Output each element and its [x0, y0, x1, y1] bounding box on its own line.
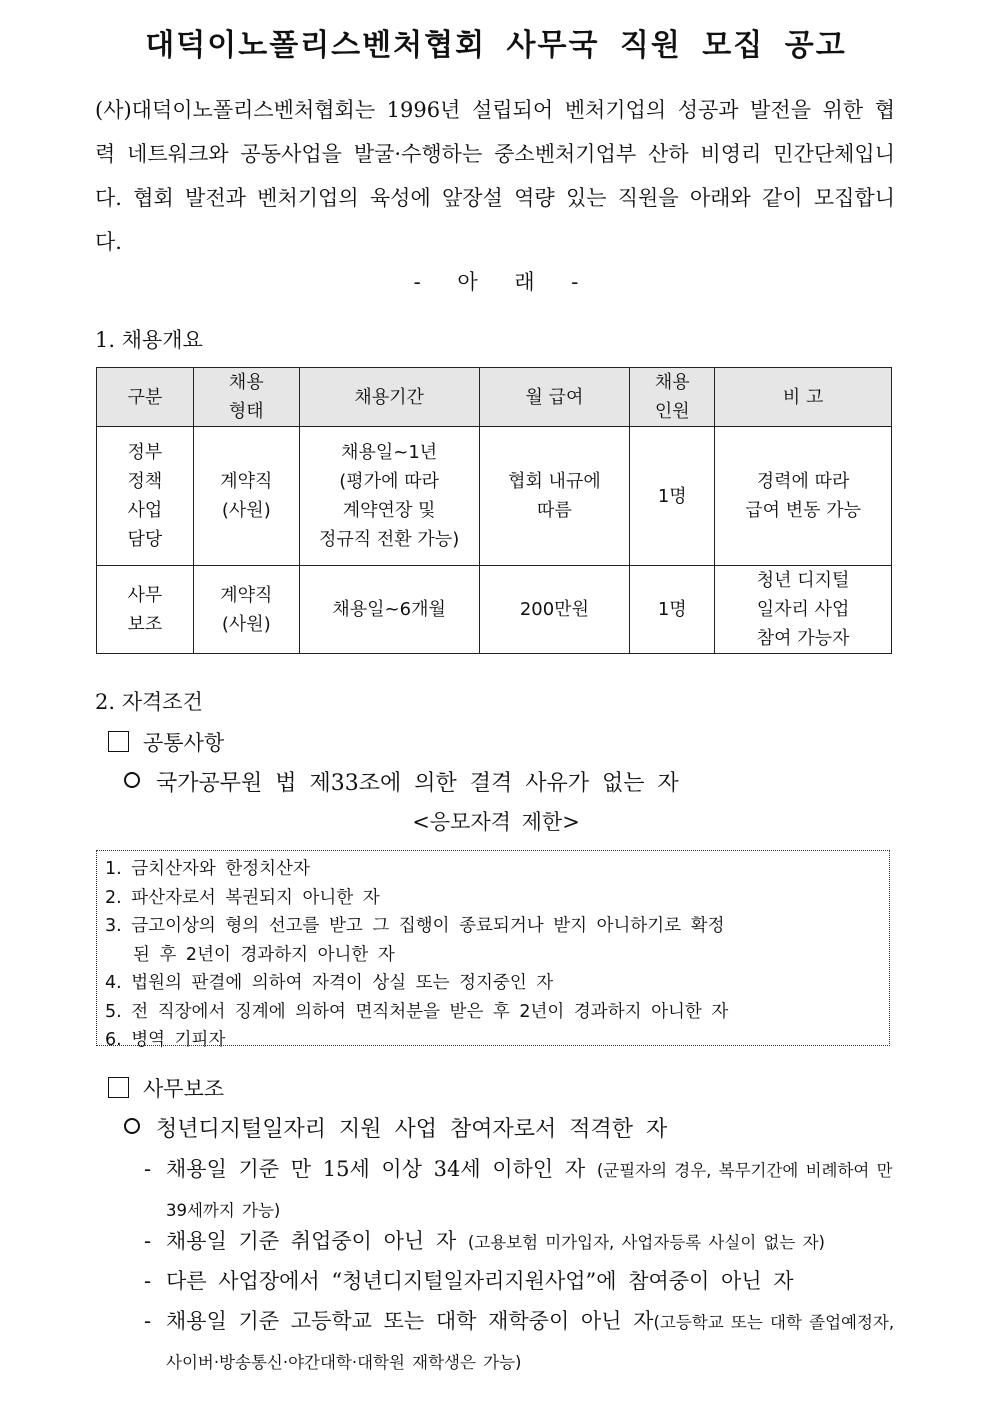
- requirement-note: (군필자의 경우, 복무기간에 비례하여 만 39세까지 가능): [166, 1161, 893, 1220]
- table-cell: [299, 566, 479, 654]
- checkbox-square-icon: [108, 1077, 129, 1098]
- table-cell: [479, 566, 630, 654]
- cell-line: 청년 디지털: [756, 570, 850, 591]
- cell-line: 일자리 사업: [756, 599, 850, 620]
- cell-line: 정규직 전환 가능): [319, 529, 460, 550]
- table-cell: [299, 427, 479, 566]
- restriction-list: [96, 850, 890, 1050]
- table-header-cell: [97, 368, 194, 427]
- office-assistant-bullet: [124, 1112, 667, 1143]
- cell-line: 참여 가능자: [756, 628, 850, 649]
- cell-line: 경력에 따라: [756, 471, 850, 492]
- cell-line: 형태: [228, 401, 264, 422]
- cell-line: 인원: [654, 401, 690, 422]
- cell-line: (사원): [221, 613, 271, 635]
- requirement-main: 채용일 기준 고등학교 또는 대학 재학중이 아닌 자: [166, 1309, 654, 1333]
- office-assistant-heading: [108, 1073, 224, 1103]
- checkbox-square-icon: [108, 731, 129, 752]
- cell-line: 따름: [537, 500, 572, 521]
- cell-line: 정부: [127, 442, 163, 463]
- cell-line: (평가에 따라: [339, 471, 439, 492]
- requirement-note: (고등학교 또는 대학 졸업예정자, 사이버·방송통신·야간대학·대학원 재학생은 가능): [166, 1313, 895, 1372]
- requirement-main: 채용일 기준 취업중이 아닌 자: [166, 1229, 468, 1253]
- list-item: - 채용일 기준 고등학교 또는 대학 재학중이 아닌 자(고등학교 또는 대학 졸업예정자, 사이버·방송통신·야간대학·대학원 재학생은 가능): [144, 1309, 895, 1372]
- cell-line: (사원): [221, 500, 271, 521]
- table-row: [97, 566, 892, 654]
- cell-line: 사무: [127, 584, 163, 606]
- cell-line: 채용: [228, 372, 264, 393]
- cell-line: 채용기간: [354, 386, 424, 408]
- table-cell: [193, 427, 299, 566]
- cell-line: 계약연장 및: [342, 500, 436, 521]
- office-assistant-text: 청년디지털일자리 지원 사업 참여자로서 적격한 자: [156, 1117, 668, 1142]
- below-label: - 아 래 -: [413, 270, 579, 294]
- requirement-note: (고용보험 미가입자, 사업자등록 사실이 없는 자): [467, 1233, 825, 1252]
- table-header-cell: [715, 368, 892, 427]
- page-title: 대덕이노폴리스벤처협회 사무국 직원 모집 공고: [145, 28, 847, 63]
- list-item: - 채용일 기준 만 15세 이상 34세 이하인 자 (군필자의 경우, 복무기간에 비례하여 만 39세까지 가능): [144, 1157, 893, 1220]
- cell-line: 계약직: [220, 471, 273, 492]
- requirement-main: 다른 사업장에서 “청년디지털일자리지원사업”에 참여중이 아닌 자: [166, 1269, 794, 1293]
- table-cell: [715, 427, 892, 566]
- section1-heading: 1. 채용개요: [95, 328, 203, 352]
- list-item: 4. 법원의 판결에 의하여 자격이 상실 또는 정지중인 자: [105, 973, 554, 993]
- list-item: 된 후 2년이 경과하지 아니한 자: [133, 944, 395, 965]
- cell-line: 담당: [127, 529, 163, 550]
- list-item: 3. 금고이상의 형의 선고를 받고 그 집행이 종료되거나 받지 아니하기로 확정: [105, 916, 725, 936]
- section2-heading: 2. 자격조건: [95, 690, 203, 714]
- table-header-cell: [299, 368, 479, 427]
- list-item: 6. 병역 기피자: [105, 1030, 226, 1050]
- circle-bullet-icon: [124, 1118, 140, 1134]
- restriction-title: <응모자격 제한>: [412, 810, 580, 834]
- intro-paragraph: (사)대덕이노폴리스벤처협회는 1996년 설립되어 벤처기업의 성공과 발전을 위한 협력 네트워크와 공동사업을 발굴·수행하는 중소벤처기업부 산하 비영리 민간단체입니다. 협회 발전과 벤처기업의 육성에 앞장설 역량 있는 직원을 아래와 같이 모집합니다.: [95, 98, 895, 254]
- circle-bullet-icon: [124, 772, 140, 788]
- list-item: 1. 금치산자와 한정치산자: [105, 859, 310, 879]
- requirement-main: 채용일 기준 만 15세 이상 34세 이하인 자: [166, 1157, 597, 1181]
- cell-line: 1명: [657, 599, 687, 620]
- list-item: - 다른 사업장에서 “청년디지털일자리지원사업”에 참여중이 아닌 자: [144, 1269, 794, 1293]
- table-cell: [97, 566, 194, 654]
- cell-line: 채용일~1년: [341, 442, 438, 463]
- cell-line: 협회 내규에: [508, 471, 601, 492]
- table-cell: [715, 566, 892, 654]
- cell-line: 급여 변동 가능: [745, 500, 861, 521]
- cell-line: 1명: [657, 485, 687, 507]
- table-cell: [630, 427, 715, 566]
- cell-line: 계약직: [220, 584, 273, 606]
- common-requirement-text: 국가공무원 법 제33조에 의한 결격 사유가 없는 자: [156, 771, 679, 796]
- common-requirement-bullet: [124, 766, 679, 797]
- common-requirements-heading: [108, 727, 224, 757]
- table-cell: [97, 427, 194, 566]
- cell-line: 보조: [127, 613, 163, 635]
- common-requirements-label: 공통사항: [143, 731, 225, 755]
- table-cell: [193, 566, 299, 654]
- table-cell: [479, 427, 630, 566]
- office-assistant-label: 사무보조: [143, 1077, 225, 1101]
- list-item: 5. 전 직장에서 징계에 의하여 면직처분을 받은 후 2년이 경과하지 아니한 자: [105, 1001, 729, 1022]
- table-header-cell: [630, 368, 715, 427]
- cell-line: 비 고: [782, 386, 824, 408]
- list-item: - 채용일 기준 취업중이 아닌 자 (고용보험 미가입자, 사업자등록 사실이 없는 자): [144, 1229, 825, 1253]
- cell-line: 사업: [127, 500, 163, 521]
- table-header-row: [97, 368, 892, 427]
- table-row: [97, 427, 892, 566]
- cell-line: 채용일~6개월: [332, 599, 446, 620]
- table-header-cell: [193, 368, 299, 427]
- table-header-cell: [479, 368, 630, 427]
- cell-line: 채용: [654, 372, 690, 393]
- table-cell: [630, 566, 715, 654]
- cell-line: 정책: [127, 471, 163, 492]
- cell-line: 200만원: [519, 599, 589, 620]
- list-item: 2. 파산자로서 복권되지 아니한 자: [105, 887, 380, 908]
- cell-line: 월 급여: [525, 386, 584, 408]
- cell-line: 구분: [127, 386, 163, 408]
- recruitment-table: [96, 367, 892, 654]
